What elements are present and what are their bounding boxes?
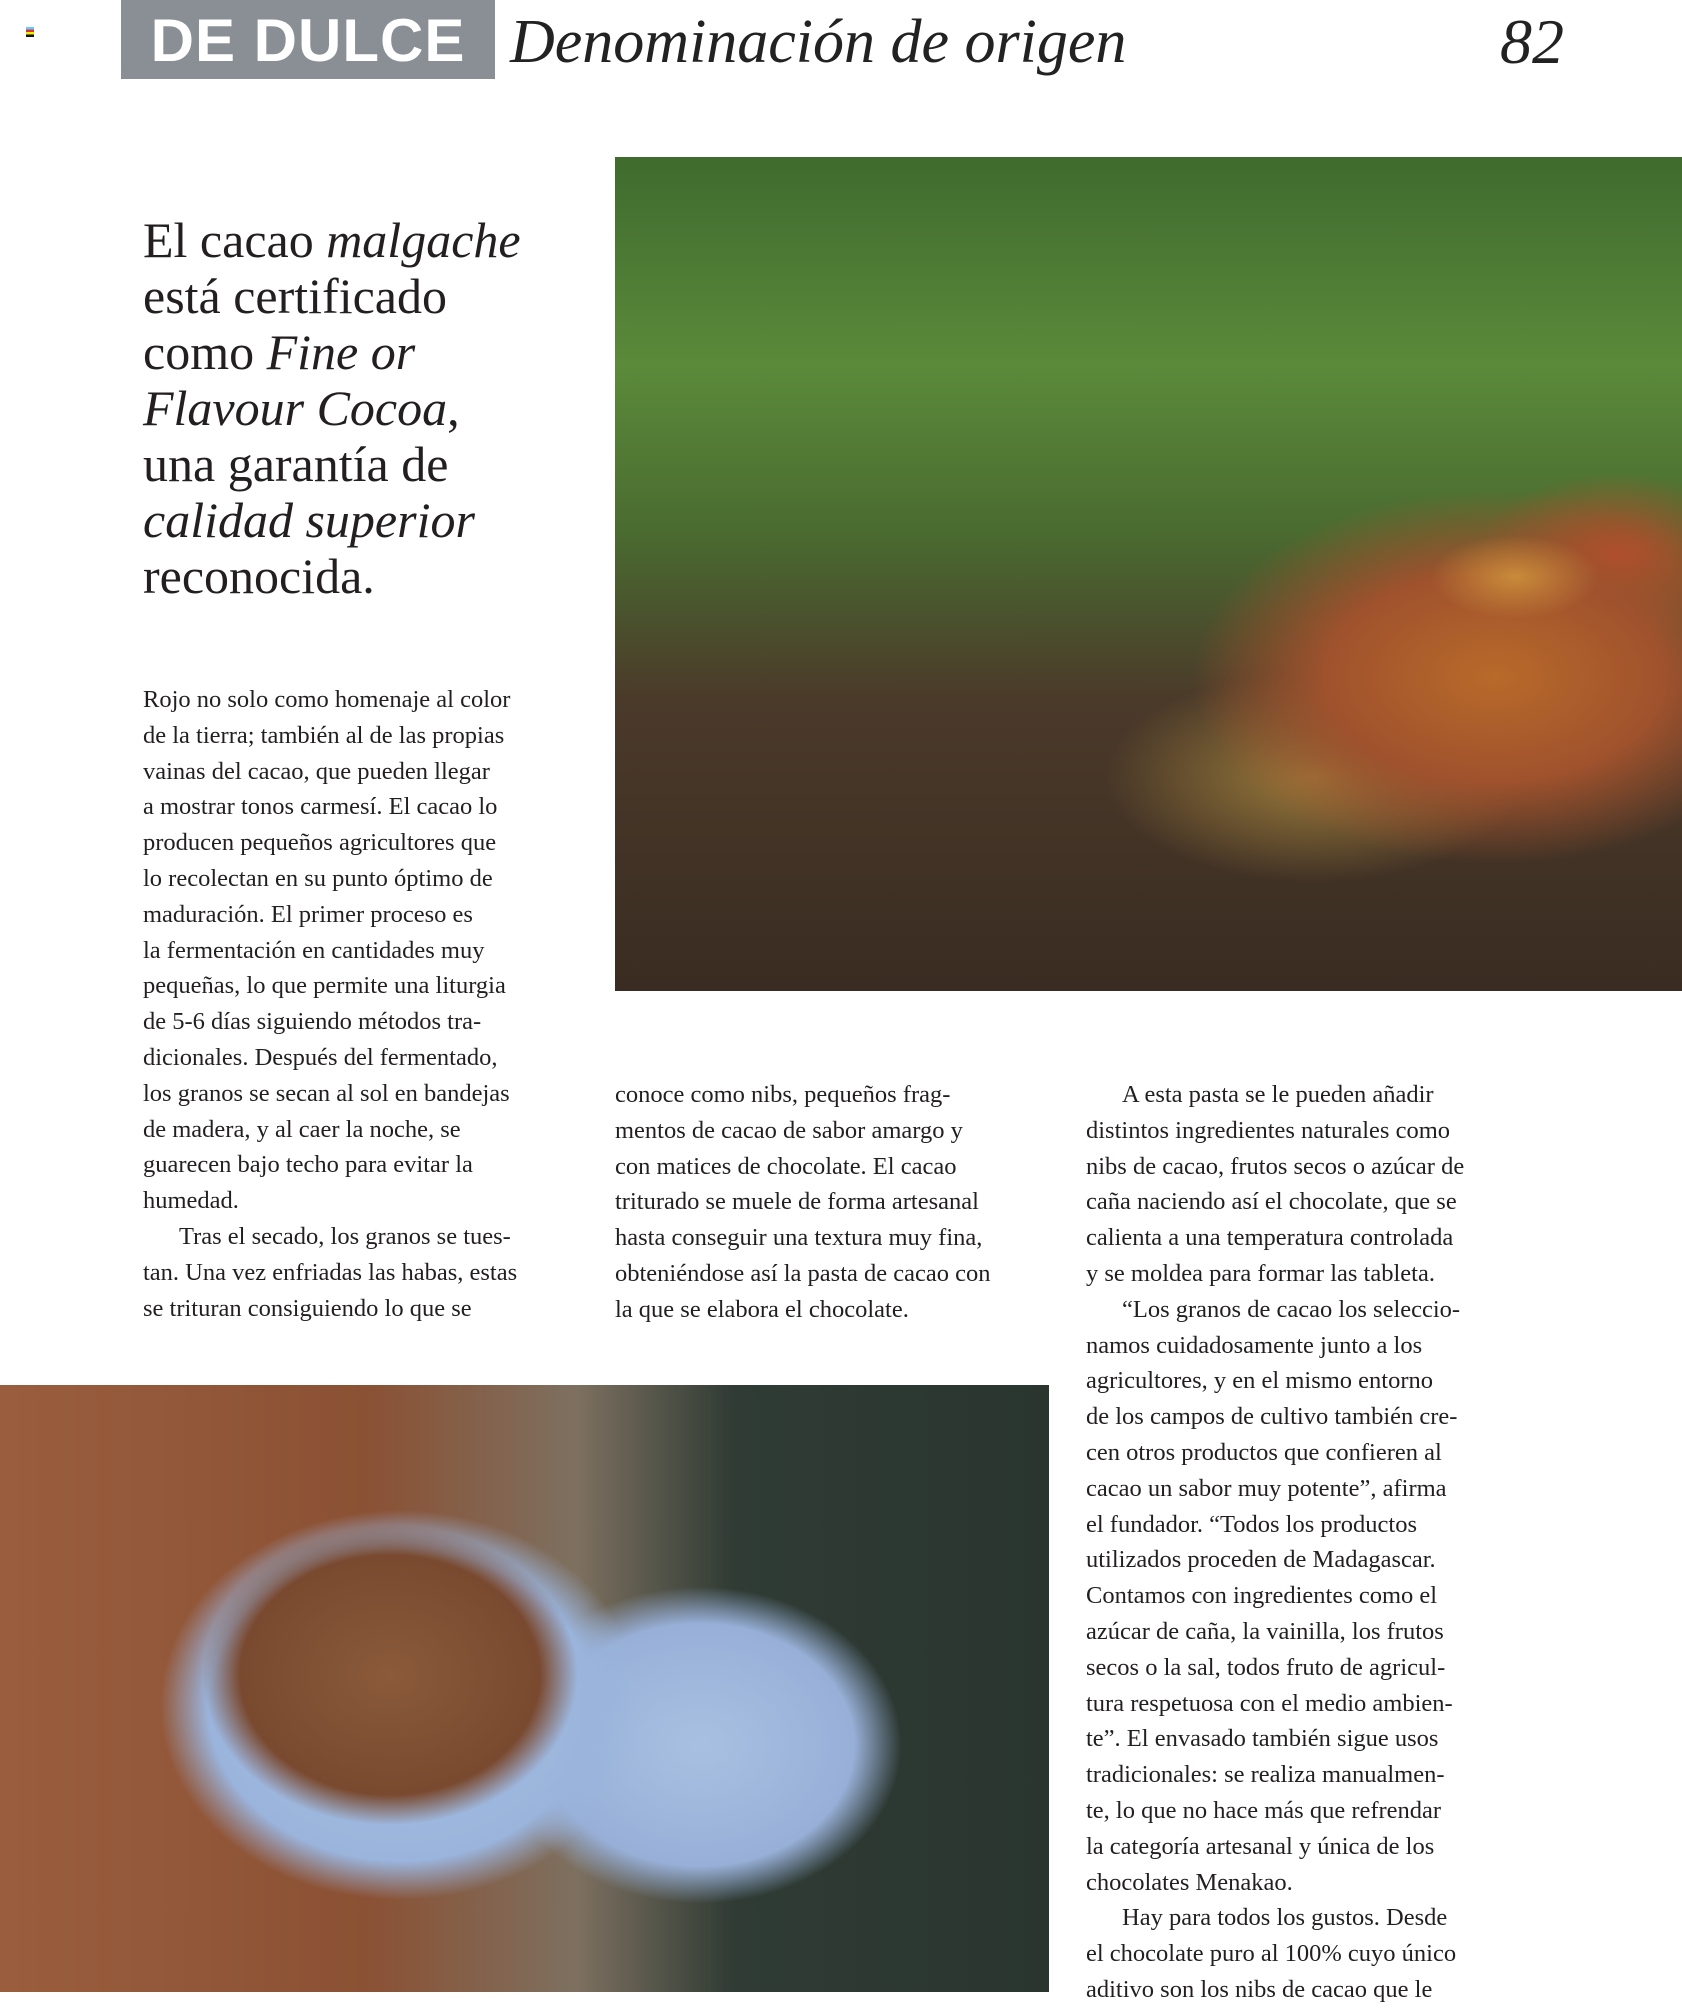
body-text-line: pequeñas, lo que permite una liturgia xyxy=(143,972,506,1000)
body-text-line: agricultores, y en el mismo entorno xyxy=(1086,1367,1433,1395)
pull-quote xyxy=(143,212,521,604)
pull-quote-line xyxy=(143,548,521,604)
pull-quote-text: calidad superior xyxy=(143,492,475,548)
body-text-line: el fundador. “Todos los productos xyxy=(1086,1510,1418,1538)
body-text-line: cen otros productos que confieren al xyxy=(1086,1438,1442,1466)
body-column-3 xyxy=(1086,1077,1464,2008)
body-text-line: utilizados proceden de Madagascar. xyxy=(1086,1546,1436,1574)
body-text-line: producen pequeños agricultores que xyxy=(143,829,497,857)
body-text-line: guarecen bajo techo para evitar la xyxy=(143,1151,473,1179)
body-text-line: humedad. xyxy=(143,1187,239,1215)
body-text-line: secos o la sal, todos fruto de agricul- xyxy=(1086,1653,1446,1681)
body-text-line: te, lo que no hace más que refrendar xyxy=(1086,1796,1442,1824)
section-label: DE DULCE xyxy=(121,0,495,79)
body-column-1 xyxy=(143,682,517,1326)
pull-quote-line xyxy=(143,380,521,436)
body-text-line: conoce como nibs, pequeños frag- xyxy=(615,1081,951,1108)
body-text-line: tan. Una vez enfriadas las habas, estas xyxy=(143,1258,518,1286)
pull-quote-text: reconocida. xyxy=(143,548,375,604)
pull-quote-line xyxy=(143,492,521,548)
body-text-line: maduración. El primer proceso es xyxy=(143,900,473,928)
body-text-line: la categoría artesanal y única de los xyxy=(1086,1832,1435,1860)
cacao-powder-hands-photo xyxy=(0,1385,1049,1992)
body-text-line: caña naciendo así el chocolate, que se xyxy=(1086,1188,1457,1216)
body-text-line: cacao un sabor muy potente”, afirma xyxy=(1086,1474,1447,1502)
body-text-line: con matices de chocolate. El cacao xyxy=(615,1152,957,1180)
body-text-line: vainas del cacao, que pueden llegar xyxy=(143,757,490,785)
print-registration-mark xyxy=(26,27,34,37)
pull-quote-text: , xyxy=(447,380,460,436)
body-text-line: hasta conseguir una textura muy fina, xyxy=(615,1224,983,1252)
body-text-line: dicionales. Después del fermentado, xyxy=(143,1043,498,1071)
pull-quote-line xyxy=(143,324,521,380)
pull-quote-text: está certificado xyxy=(143,268,447,324)
body-text-line: lo recolectan en su punto óptimo de xyxy=(143,864,493,892)
body-text-line: Tras el secado, los granos se tues- xyxy=(179,1222,511,1250)
body-text-line: A esta pasta se le pueden añadir xyxy=(1122,1081,1434,1108)
body-text-line: calienta a una temperatura controlada xyxy=(1086,1224,1454,1252)
body-text-line: y se moldea para formar las tableta. xyxy=(1086,1259,1435,1287)
pull-quote-text: como xyxy=(143,324,267,380)
pull-quote-line xyxy=(143,268,521,324)
body-text-line: namos cuidadosamente junto a los xyxy=(1086,1331,1423,1359)
pull-quote-text: una garantía de xyxy=(143,436,449,492)
body-text-line: a mostrar tonos carmesí. El cacao lo xyxy=(143,793,498,821)
body-text-line: azúcar de caña, la vainilla, los frutos xyxy=(1086,1617,1444,1645)
body-text-line: de la tierra; también al de las propias xyxy=(143,721,505,749)
body-text-line: “Los granos de cacao los seleccio- xyxy=(1122,1295,1461,1323)
body-text-line: la fermentación en cantidades muy xyxy=(143,936,485,964)
body-text-line: aditivo son los nibs de cacao que le xyxy=(1086,1975,1433,2003)
body-text-line: Rojo no solo como homenaje al color xyxy=(143,686,511,713)
body-text-line: tura respetuosa con el medio ambien- xyxy=(1086,1689,1453,1717)
body-text-line: Contamos con ingredientes como el xyxy=(1086,1582,1438,1610)
body-column-2 xyxy=(615,1077,991,1328)
pull-quote-text: malgache xyxy=(326,212,521,268)
body-text-line: los granos se secan al sol en bandejas xyxy=(143,1079,510,1107)
body-text-line: de los campos de cultivo también cre- xyxy=(1086,1403,1458,1431)
body-text-line: distintos ingredientes naturales como xyxy=(1086,1116,1451,1144)
pull-quote-line xyxy=(143,212,521,268)
body-text-line: obteniéndose así la pasta de cacao con xyxy=(615,1259,991,1287)
pull-quote-text: Fine or xyxy=(266,324,416,380)
body-text-line: mentos de cacao de sabor amargo y xyxy=(615,1116,963,1144)
page-number: 82 xyxy=(1500,6,1564,77)
body-text-line: Hay para todos los gustos. Desde xyxy=(1122,1904,1448,1932)
body-text-line: chocolates Menakao. xyxy=(1086,1868,1293,1896)
cacao-pods-photo xyxy=(615,157,1682,991)
body-text-line: la que se elabora el chocolate. xyxy=(615,1295,909,1323)
body-text-line: tradicionales: se realiza manualmen- xyxy=(1086,1761,1445,1789)
body-text-line: de madera, y al caer la noche, se xyxy=(143,1115,461,1143)
body-text-line: triturado se muele de forma artesanal xyxy=(615,1188,979,1216)
pull-quote-text: Flavour Cocoa xyxy=(143,380,448,436)
pull-quote-line xyxy=(143,436,521,492)
body-text-line: se trituran consiguiendo lo que se xyxy=(143,1294,472,1322)
section-subtitle: Denominación de origen xyxy=(510,8,1127,76)
body-text-line: de 5-6 días siguiendo métodos tra- xyxy=(143,1008,482,1036)
body-text-line: nibs de cacao, frutos secos o azúcar de xyxy=(1086,1152,1465,1180)
body-text-line: te”. El envasado también sigue usos xyxy=(1086,1725,1439,1753)
pull-quote-text: El cacao xyxy=(143,212,327,268)
body-text-line: el chocolate puro al 100% cuyo único xyxy=(1086,1940,1457,1968)
